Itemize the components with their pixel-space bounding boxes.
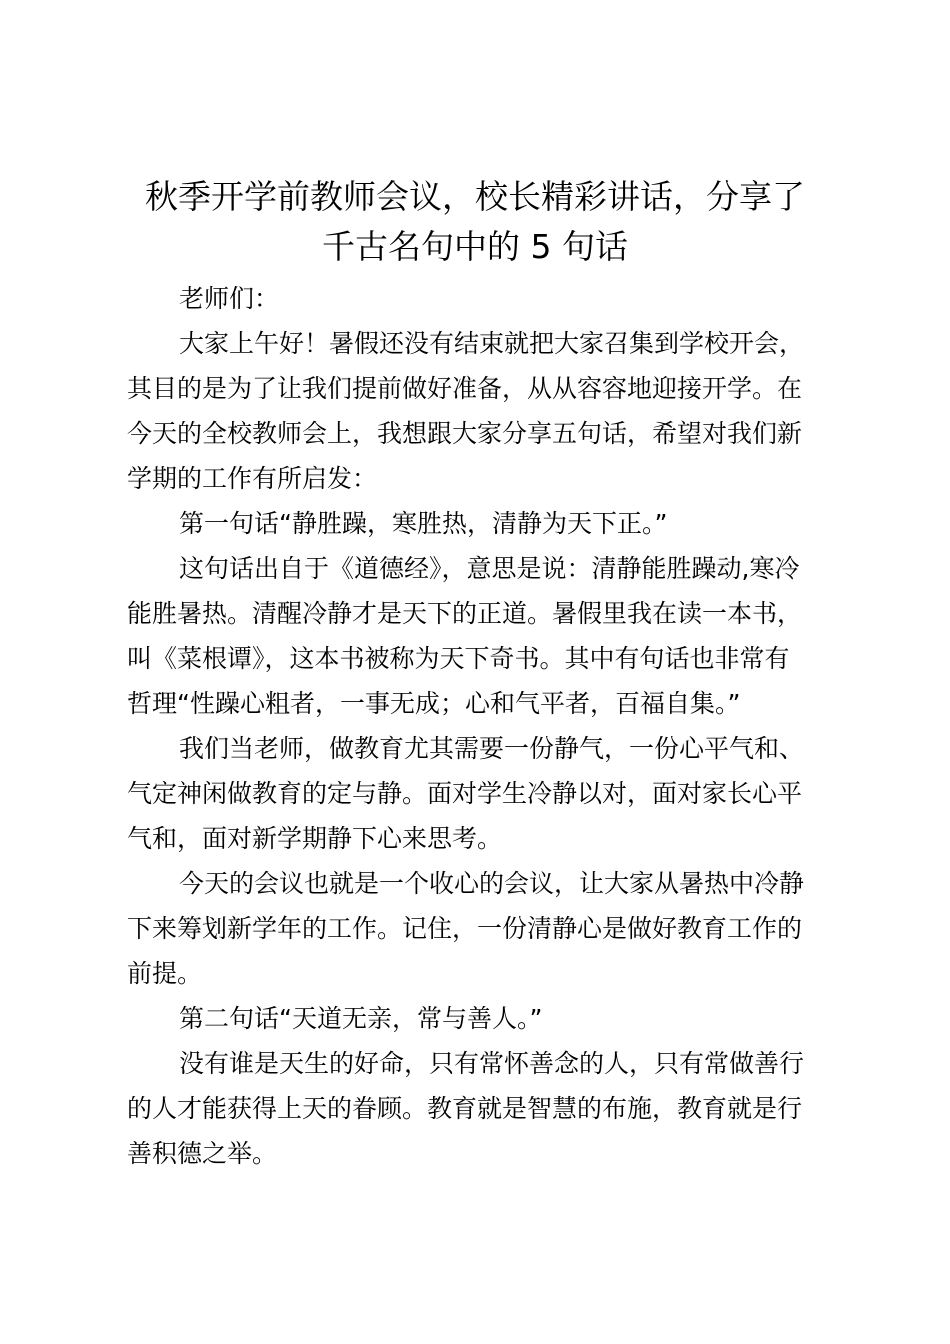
paragraph-line: 大家上午好！暑假还没有结束就把大家召集到学校开会， [179,329,805,358]
paragraph-line: 我们当老师，做教育尤其需要一份静气，一份心平气和、 [179,734,805,763]
paragraph-line: 气定神闲做教育的定与静。面对学生冷静以对，面对家长心平 [127,779,803,808]
document-body [127,276,832,1176]
quote-heading-1: 第一句话“静胜躁，寒胜热，清静为天下正。” [179,509,668,538]
title-line-1: 秋季开学前教师会议，校长精彩讲话，分享了 [145,177,805,216]
paragraph-line: 气和，面对新学期静下心来思考。 [127,824,503,853]
paragraph-line: 善积德之举。 [127,1139,278,1168]
paragraph-line: 这句话出自于《道德经》，意思是说：清静能胜躁动,寒冷 [179,554,800,583]
title-line-2: 千古名句中的 5 句话 [322,227,628,266]
salutation: 老师们： [179,284,280,313]
paragraph-line: 的人才能获得上天的眷顾。教育就是智慧的布施，教育就是行 [127,1094,803,1123]
paragraph-line: 其目的是为了让我们提前做好准备，从从容容地迎接开学。在 [127,374,803,403]
paragraph-line: 今天的全校教师会上，我想跟大家分享五句话，希望对我们新 [127,419,803,448]
paragraph-line: 哲理“性躁心粗者，一事无成；心和气平者，百福自集。” [127,689,741,718]
paragraph-line: 叫《菜根谭》，这本书被称为天下奇书。其中有句话也非常有 [127,644,790,673]
paragraph-line: 前提。 [127,959,203,988]
quote-heading-2: 第二句话“天道无亲，常与善人。” [179,1004,543,1033]
paragraph-line: 能胜暑热。清醒冷静才是天下的正道。暑假里我在读一本书， [127,599,803,628]
document-title [110,172,840,272]
paragraph-line: 今天的会议也就是一个收心的会议，让大家从暑热中冷静 [179,869,805,898]
paragraph-line: 学期的工作有所启发： [127,464,378,493]
paragraph-line: 没有谁是天生的好命，只有常怀善念的人，只有常做善行 [179,1049,805,1078]
paragraph-line: 下来筹划新学年的工作。记住，一份清静心是做好教育工作的 [127,914,803,943]
